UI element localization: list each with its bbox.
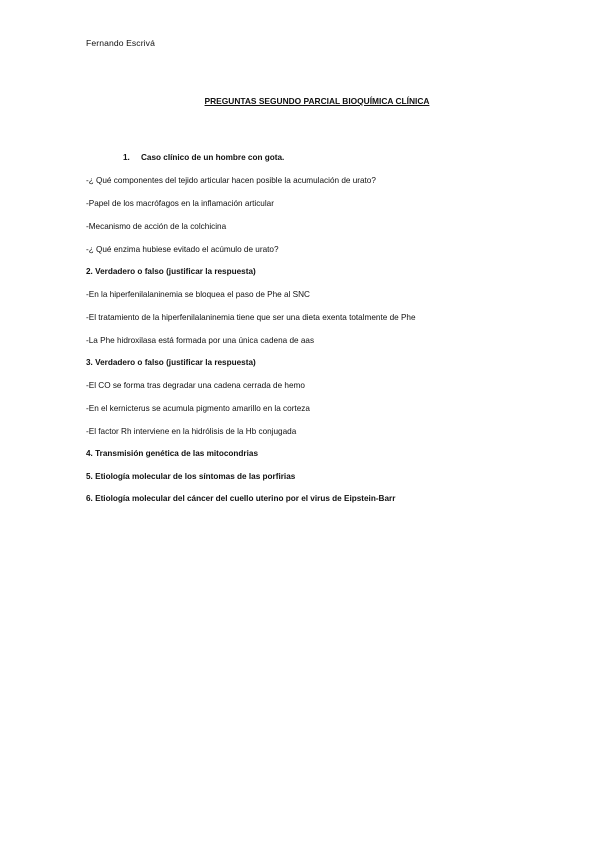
question-3-item: -El CO se forma tras degradar una cadena cerrada de hemo bbox=[86, 381, 305, 390]
document-title: PREGUNTAS SEGUNDO PARCIAL BIOQUÍMICA CLÍNICA bbox=[204, 96, 430, 106]
question-3-item: -El factor Rh interviene en la hidrólisis de la Hb conjugada bbox=[86, 427, 297, 436]
question-1-heading bbox=[123, 153, 284, 162]
question-2-item: -El tratamiento de la hiperfenilalaninemia tiene que ser una dieta exenta totalmente de Phe bbox=[86, 313, 416, 322]
question-1-item: -Mecanismo de acción de la colchicina bbox=[86, 222, 227, 231]
question-2-item: -En la hiperfenilalaninemia se bloquea el paso de Phe al SNC bbox=[86, 290, 310, 299]
question-1-item: -¿ Qué enzima hubiese evitado el acúmulo de urato? bbox=[86, 245, 279, 254]
question-5-title: 5. Etiología molecular de los síntomas de las porfirias bbox=[86, 472, 296, 481]
question-6-title: 6. Etiología molecular del cáncer del cuello uterino por el virus de Eipstein-Barr bbox=[86, 494, 396, 503]
question-1-item: -¿ Qué componentes del tejido articular hacen posible la acumulación de urato? bbox=[86, 176, 376, 185]
question-4-title: 4. Transmisión genética de las mitocondrias bbox=[86, 449, 258, 458]
question-1-number: 1. bbox=[123, 153, 130, 162]
author-name: Fernando Escrivá bbox=[86, 38, 155, 48]
question-1-title: Caso clínico de un hombre con gota. bbox=[141, 153, 285, 162]
question-3-title: 3. Verdadero o falso (justificar la respuesta) bbox=[86, 358, 256, 367]
question-3-item: -En el kernicterus se acumula pigmento amarillo en la corteza bbox=[86, 404, 310, 413]
question-2-item: -La Phe hidroxilasa está formada por una única cadena de aas bbox=[86, 336, 315, 345]
question-1-item: -Papel de los macrófagos en la inflamación articular bbox=[86, 199, 274, 208]
question-2-title: 2. Verdadero o falso (justificar la respuesta) bbox=[86, 267, 256, 276]
